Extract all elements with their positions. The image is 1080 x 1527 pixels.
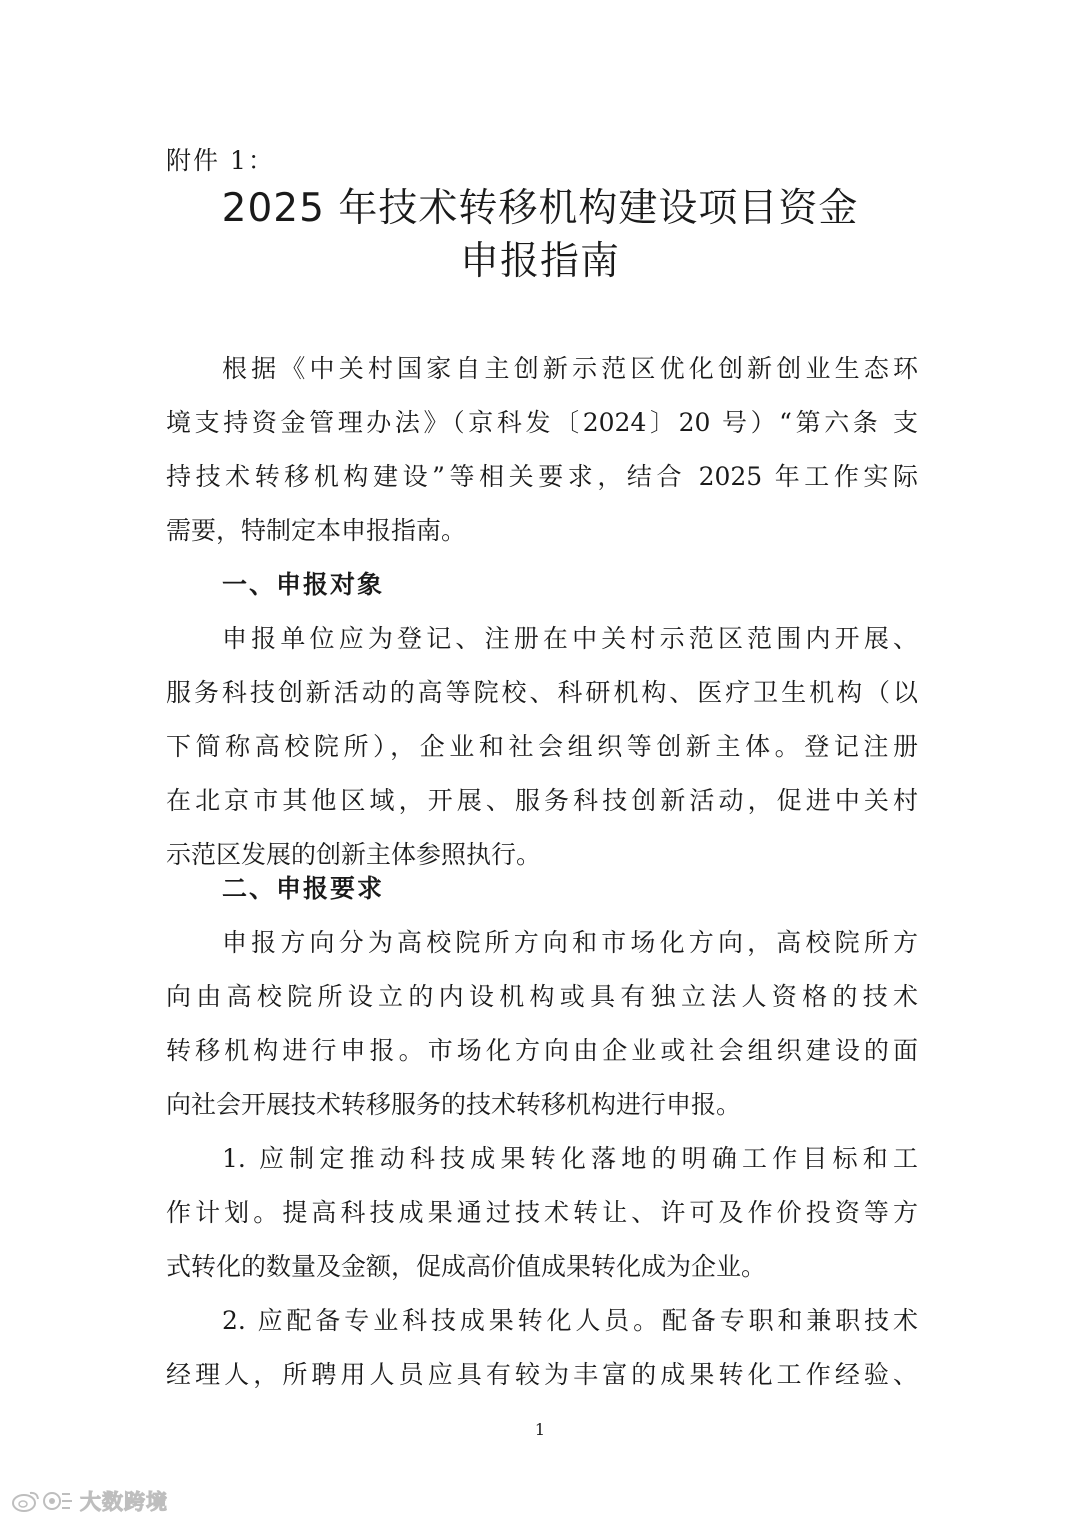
section1-line: 申报单位应为登记、注册在中关村示范区范围内开展、 (222, 624, 918, 653)
intro-line: 境支持资金管理办法》（京科发〔2024〕20 号）“第六条 支 (166, 408, 918, 437)
section2-line: 转移机构进行申报。市场化方向由企业或社会组织建设的面 (166, 1036, 918, 1065)
document-title-line-2: 申报指南 (459, 239, 620, 284)
section-heading-requirements: 二、申报要求 (222, 874, 385, 903)
intro-line: 根据《中关村国家自主创新示范区优化创新创业生态环 (222, 354, 918, 383)
intro-line: 持技术转移机构建设”等相关要求，结合 2025 年工作实际 (166, 462, 918, 491)
section2-line: 向由高校院所设立的内设机构或具有独立法人资格的技术 (166, 982, 918, 1011)
item2-line: 2. 应配备专业科技成果转化人员。配备专职和兼职技术 (222, 1306, 918, 1335)
item1-line: 1. 应制定推动科技成果转化落地的明确工作目标和工 (222, 1144, 918, 1173)
watermark (10, 1486, 168, 1516)
item1-line: 作计划。提高科技成果通过技术转让、许可及作价投资等方 (166, 1198, 918, 1227)
intro-line: 需要，特制定本申报指南。 (166, 516, 467, 545)
section-heading-applicants: 一、申报对象 (222, 570, 385, 599)
attachment-label: 附件 1： (166, 146, 275, 175)
item1-line: 式转化的数量及金额，促成高价值成果转化成为企业。 (166, 1252, 767, 1281)
document-title-line-1: 2025 年技术转移机构建设项目资金 (221, 186, 859, 231)
section1-line: 在北京市其他区域，开展、服务科技创新活动，促进中关村 (166, 786, 918, 815)
item2-line: 经理人，所聘用人员应具有较为丰富的成果转化工作经验、 (166, 1360, 918, 1389)
page-number: 1 (534, 1420, 546, 1439)
section2-line: 向社会开展技术转移服务的技术转移机构进行申报。 (166, 1090, 742, 1119)
section1-line: 服务科技创新活动的高等院校、科研机构、医疗卫生机构（以 (166, 678, 918, 707)
watermark-text: 大数跨境 (80, 1490, 168, 1514)
weibo-style-logo-icon (10, 1488, 74, 1514)
section1-line: 示范区发展的创新主体参照执行。 (166, 840, 542, 869)
section2-line: 申报方向分为高校院所方向和市场化方向，高校院所方 (222, 928, 918, 957)
section1-line: 下简称高校院所），企业和社会组织等创新主体。登记注册 (166, 732, 918, 761)
